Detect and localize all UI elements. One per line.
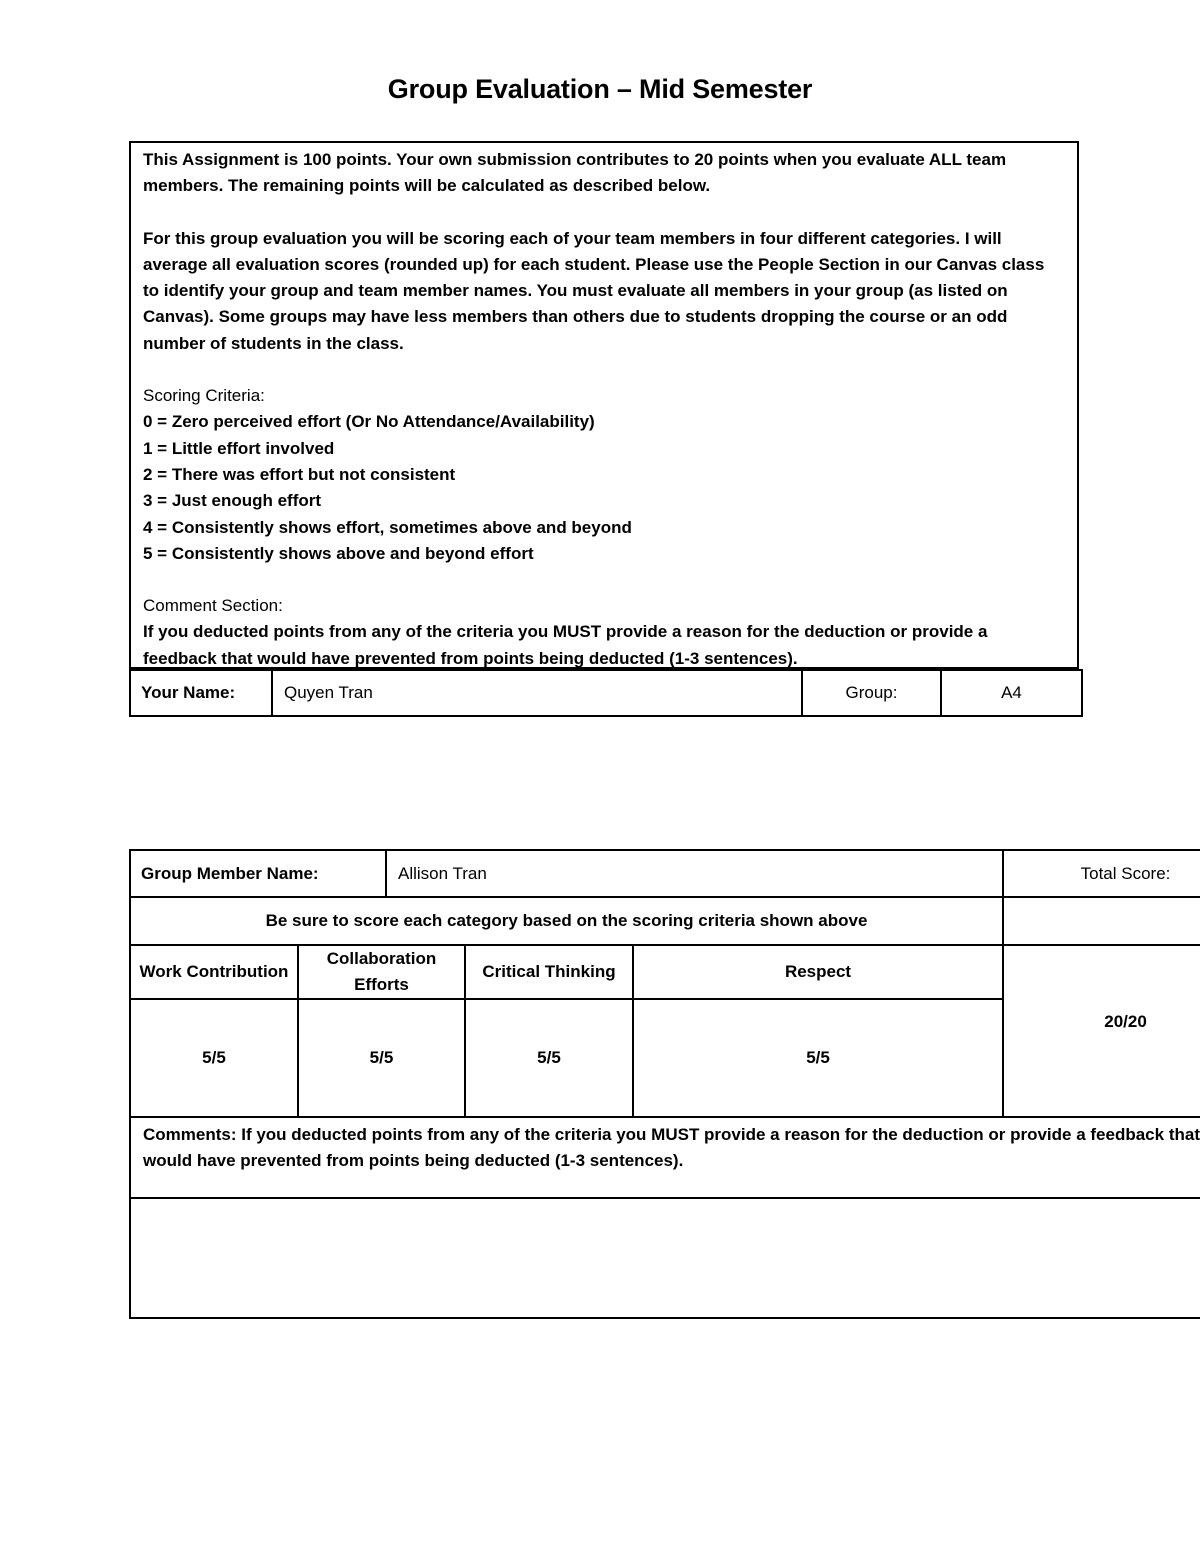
- comment-heading: Comment Section:: [143, 596, 283, 616]
- criteria-item: 0 = Zero perceived effort (Or No Attendance/Availability): [143, 412, 595, 432]
- your-name-field[interactable]: Quyen Tran: [272, 670, 802, 716]
- criteria-item: 5 = Consistently shows above and beyond effort: [143, 543, 534, 563]
- total-score-label: Total Score:: [1003, 850, 1200, 897]
- criteria-item: 1 = Little effort involved: [143, 438, 335, 458]
- criteria-item: 2 = There was effort but not consistent: [143, 464, 456, 484]
- member-evaluation-table: [129, 849, 1200, 1319]
- category-header-critical-thinking: Critical Thinking: [465, 945, 633, 999]
- instructions-box: [129, 141, 1079, 669]
- page-title: Group Evaluation – Mid Semester: [387, 74, 813, 104]
- scoring-reminder: Be sure to score each category based on the scoring criteria shown above: [130, 897, 1003, 945]
- category-header-work: Work Contribution: [130, 945, 298, 999]
- score-work[interactable]: 5/5: [130, 999, 298, 1117]
- criteria-heading: Scoring Criteria:: [143, 386, 265, 406]
- score-respect[interactable]: 5/5: [633, 999, 1003, 1117]
- total-score-value[interactable]: 20/20: [1003, 945, 1200, 1117]
- assignment-intro: This Assignment is 100 points. Your own submission contributes to 20 points when you evaluate ALL team members. The remaining points will be calculated as described below.: [143, 150, 1007, 196]
- evaluation-description: For this group evaluation you will be scoring each of your team members in four different categories. I will average all evaluation scores (rounded up) for each student. Please use the People Section in our Canvas class to identify your group and team member names. You must evaluate all members in your group (as listed on Canvas). Some groups may have less members than others due to students dropping the course or an odd number of students in the class.: [143, 228, 1045, 353]
- category-header-respect: Respect: [633, 945, 1003, 999]
- criteria-item: 3 = Just enough effort: [143, 491, 322, 511]
- score-critical-thinking[interactable]: 5/5: [465, 999, 633, 1117]
- name-row: [129, 669, 1083, 717]
- score-collaboration[interactable]: 5/5: [298, 999, 465, 1117]
- member-name-label: Group Member Name:: [130, 850, 386, 897]
- criteria-item: 4 = Consistently shows effort, sometimes above and beyond: [143, 517, 632, 537]
- comment-instructions: If you deducted points from any of the criteria you MUST provide a reason for the deduction or provide a feedback that would have prevented from points being deducted (1-3 sentences).: [143, 622, 988, 668]
- comments-label: Comments: If you deducted points from any of the criteria you MUST provide a reason for the deduction or provide a feedback that would have prevented from points being deducted (1-3 sentences).: [130, 1117, 1200, 1198]
- group-field[interactable]: A4: [941, 670, 1082, 716]
- total-score-spacer: [1003, 897, 1200, 945]
- group-label: Group:: [802, 670, 941, 716]
- comments-field[interactable]: [130, 1198, 1200, 1318]
- your-name-label: Your Name:: [130, 670, 272, 716]
- category-header-collaboration: Collaboration Efforts: [298, 945, 465, 999]
- member-name-field[interactable]: Allison Tran: [386, 850, 1003, 897]
